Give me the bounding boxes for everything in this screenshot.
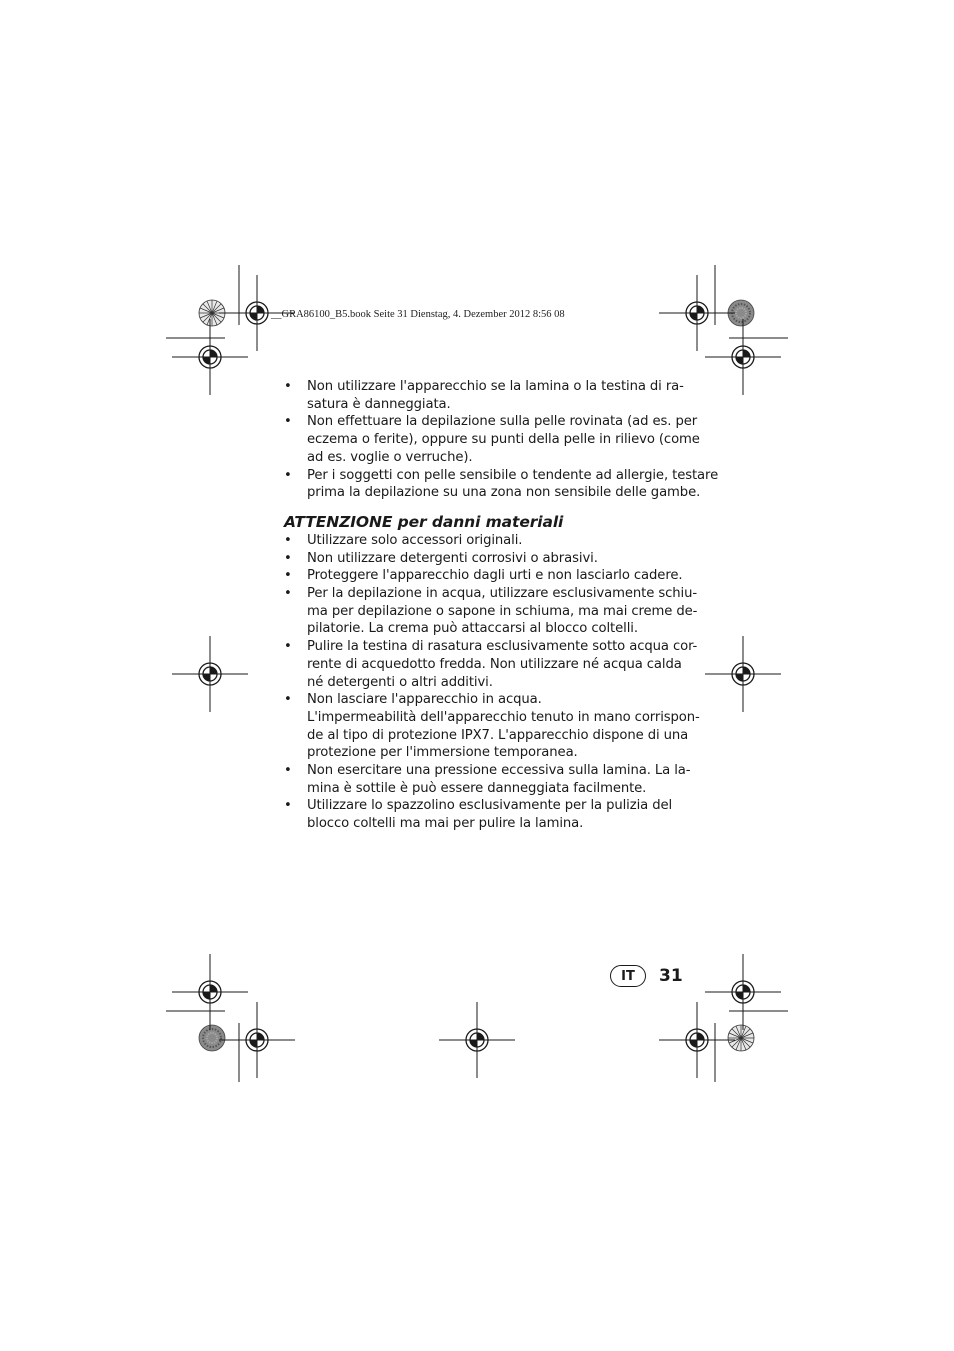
list-item-text: satura è danneggiata. bbox=[307, 396, 451, 412]
bullet: • bbox=[284, 379, 292, 394]
list-item-text: Proteggere l'apparecchio dagli urti e non lasciarlo cadere. bbox=[307, 568, 683, 584]
list-item bbox=[284, 467, 719, 502]
list-item bbox=[284, 797, 694, 832]
list-item bbox=[284, 691, 700, 762]
bullet: • bbox=[284, 414, 292, 430]
list-item-text: Non effettuare la depilazione sulla pelle rovinata (ad es. per bbox=[307, 414, 698, 430]
page-footer bbox=[610, 964, 683, 988]
list-item-text: rente di acquedotto fredda. Non utilizzare né acqua calda bbox=[307, 656, 682, 672]
list-item bbox=[284, 567, 694, 585]
list-item bbox=[284, 550, 694, 568]
list-item-text: Non utilizzare detergenti corrosivi o abrasivi. bbox=[307, 550, 598, 566]
list-item-text: pilatorie. La crema può attaccarsi al blocco coltelli. bbox=[307, 621, 638, 637]
list-item-text: Non esercitare una pressione eccessiva sulla lamina. La la- bbox=[307, 763, 691, 779]
list-item-text: eczema o ferite), oppure su punti della pelle in rilievo (come bbox=[307, 432, 700, 448]
bullet: • bbox=[284, 532, 292, 548]
list-item-text: Utilizzare solo accessori originali. bbox=[307, 532, 523, 548]
safety-list bbox=[284, 378, 719, 502]
list-item-text: L'impermeabilità dell'apparecchio tenuto in mano corrispon- bbox=[307, 709, 700, 725]
list-item-text: mina è sottile è può essere danneggiata facilmente. bbox=[307, 780, 647, 796]
list-item-text: blocco coltelli ma mai per pulire la lamina. bbox=[307, 816, 584, 832]
list-item-text: Pulire la testina di rasatura esclusivamente sotto acqua cor- bbox=[307, 639, 698, 655]
list-item-text: Non utilizzare l'apparecchio se la lamina o la testina di ra- bbox=[307, 379, 684, 394]
list-item-text: Utilizzare lo spazzolino esclusivamente per la pulizia del bbox=[307, 798, 673, 814]
list-item-text: ma per depilazione o sapone in schiuma, ma mai creme de- bbox=[307, 603, 698, 619]
list-item-text: né detergenti o altri additivi. bbox=[307, 674, 493, 690]
bullet: • bbox=[284, 586, 292, 602]
list-item bbox=[284, 585, 698, 638]
bullet: • bbox=[284, 798, 292, 814]
list-item-text: prima la depilazione su una zona non sensibile delle gambe. bbox=[307, 485, 701, 501]
bullet: • bbox=[284, 763, 292, 779]
list-item-text: Per i soggetti con pelle sensibile o tendente ad allergie, testare bbox=[307, 467, 719, 483]
list-item-text: Non lasciare l'apparecchio in acqua. bbox=[307, 692, 542, 708]
bullet: • bbox=[284, 550, 292, 566]
list-item-text: ad es. voglie o verruche). bbox=[307, 449, 473, 465]
list-item-text: de al tipo di protezione IPX7. L'apparecchio dispone di una bbox=[307, 727, 689, 743]
language-badge: IT bbox=[610, 965, 646, 987]
list-item bbox=[284, 378, 694, 413]
list-item-text: Per la depilazione in acqua, utilizzare esclusivamente schiu- bbox=[307, 586, 697, 602]
list-item-text: protezione per l'immersione temporanea. bbox=[307, 745, 578, 761]
list-item bbox=[284, 413, 700, 466]
print-file-info: __GRA86100_B5.book Seite 31 Dienstag, 4. Dezember 2012 8:56 08 bbox=[271, 309, 565, 320]
section-heading: ATTENZIONE per danni materiali bbox=[284, 512, 564, 531]
list-item bbox=[284, 638, 698, 691]
bullet: • bbox=[284, 568, 292, 584]
material-damage-list bbox=[284, 532, 700, 833]
list-item bbox=[284, 762, 694, 797]
page-content bbox=[284, 378, 719, 833]
page-number: 31 bbox=[659, 966, 683, 986]
list-item bbox=[284, 532, 694, 550]
bullet: • bbox=[284, 467, 292, 483]
bullet: • bbox=[284, 692, 292, 708]
bullet: • bbox=[284, 639, 292, 655]
